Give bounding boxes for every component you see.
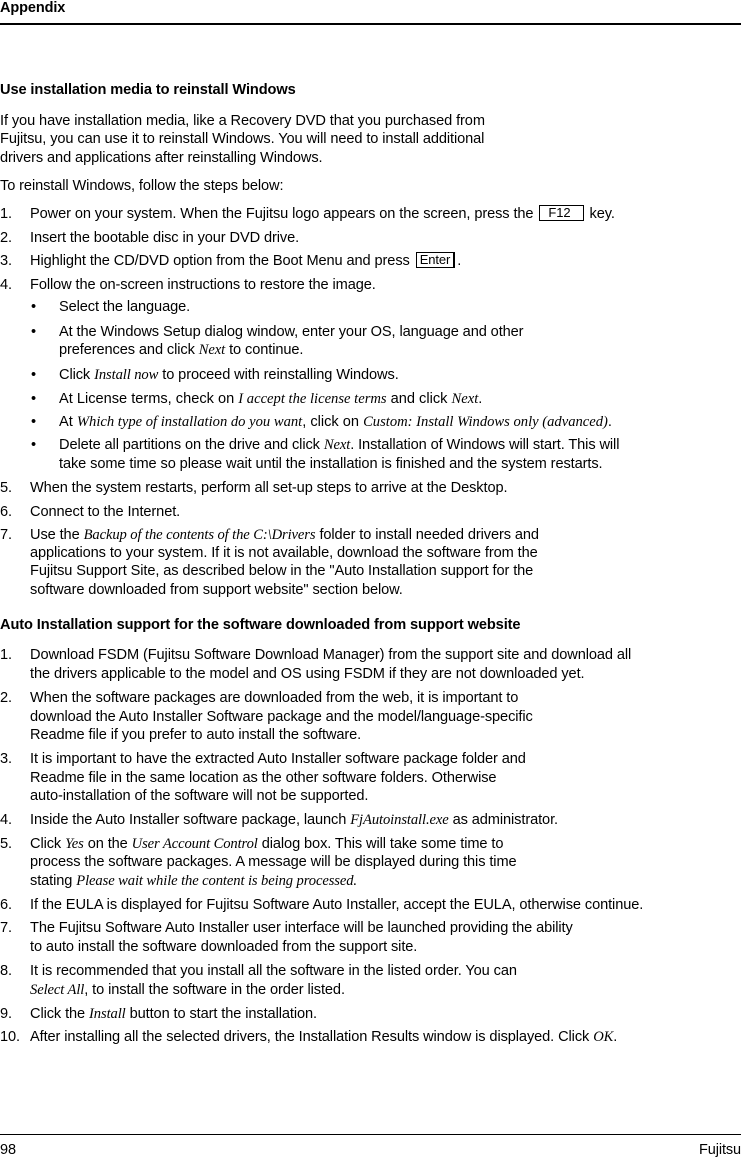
intro-line-1: If you have installation media, like a Recovery DVD that you purchased from [0,113,485,129]
enter-key: Enter [416,252,456,268]
bullet-icon: • [31,414,37,430]
page-number: 98 [0,1142,16,1158]
bullet-icon: • [31,324,37,340]
section-title-reinstall: Use installation media to reinstall Windows [0,82,296,98]
footer-brand: Fujitsu [698,1142,741,1158]
intro-line-3: drivers and applications after reinstalling Windows. [0,150,323,166]
header-title: Appendix [0,0,66,16]
intro-line-2: Fujitsu, you can use it to reinstall Windows. You will need to install additional [0,131,485,147]
bullet-icon: • [31,437,37,453]
bullet-icon: • [31,367,37,383]
bullet-icon: • [31,391,37,407]
header-rule [0,23,741,25]
footer-rule [0,1134,741,1135]
bullet-icon: • [31,299,37,315]
intro-lead: To reinstall Windows, follow the steps below: [0,178,284,194]
f12-key: F12 [539,205,583,221]
section-title-auto-install: Auto Installation support for the software downloaded from support website [0,617,521,633]
